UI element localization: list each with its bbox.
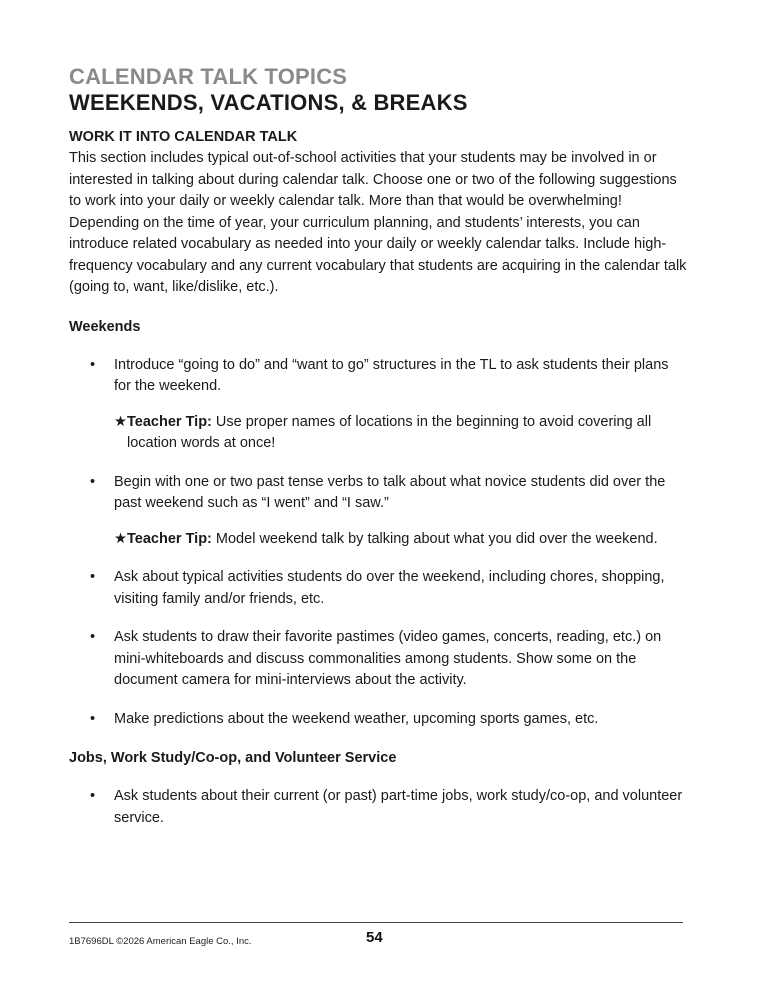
- list-item: [69, 709, 689, 731]
- intro-heading: WORK IT INTO CALENDAR TALK: [69, 129, 298, 145]
- star-icon: ★: [114, 413, 127, 430]
- footer-copyright: 1B7696DL ©2026 American Eagle Co., Inc.: [69, 936, 252, 947]
- list-item: [69, 786, 689, 829]
- page-title: WEEKENDS, VACATIONS, & BREAKS: [69, 90, 468, 115]
- bullet-icon: •: [90, 629, 96, 645]
- list-item-text: Make predictions about the weekend weather, upcoming sports games, etc.: [114, 710, 599, 727]
- bullet-icon: •: [90, 710, 96, 727]
- teacher-tip-text: Use proper names of locations in the beginning to avoid covering all location words at once!: [127, 413, 652, 451]
- teacher-tip: [114, 412, 689, 455]
- teacher-tip-label: Teacher Tip:: [127, 530, 212, 547]
- teacher-tip-text: Model weekend talk by talking about what you did over the weekend.: [211, 530, 658, 547]
- bullet-icon: •: [90, 473, 96, 490]
- bullet-icon: •: [90, 356, 96, 373]
- series-kicker: CALENDAR TALK TOPICS: [69, 64, 348, 89]
- weekends-heading: Weekends: [69, 318, 141, 335]
- star-icon: ★: [114, 530, 127, 547]
- intro-paragraph: This section includes typical out-of-school activities that your students may be involved in or interested in talking about during calendar talk. Choose one or two of the following suggestions to work into your daily or weekly calendar talk. More than that would be overwhelming! Depending on the time of year, your curriculum planning, and students’ interests, you can introduce related vocabulary as needed into your daily or weekly calendar talks. Include high-frequency vocabulary and any current vocabulary that students are acquiring in the calendar talk (going to, want, like/dislike, etc.).: [69, 150, 687, 295]
- list-item: [69, 355, 689, 455]
- page-number: 54: [366, 929, 383, 946]
- list-item-text: Introduce “going to do” and “want to go” structures in the TL to ask students their plans for the weekend.: [114, 356, 669, 394]
- bullet-icon: •: [90, 788, 96, 804]
- footer-divider: [69, 922, 683, 923]
- list-item-text: Ask students about their current (or past) part-time jobs, work study/co-op, and volunteer service.: [114, 788, 683, 826]
- weekends-list: [69, 355, 689, 731]
- jobs-heading: Jobs, Work Study/Co-op, and Volunteer Service: [69, 750, 397, 766]
- list-item: [69, 567, 689, 610]
- list-item-text: Ask students to draw their favorite pastimes (video games, concerts, reading, etc.) on mini-whiteboards and discuss commonalities among students. Show some on the document camera for mini-interviews about the activity.: [114, 629, 662, 688]
- list-item: [69, 472, 689, 551]
- list-item: [69, 627, 689, 692]
- list-item-text: Ask about typical activities students do over the weekend, including chores, shopping, visiting family and/or friends, etc.: [114, 569, 665, 607]
- teacher-tip: [114, 529, 689, 551]
- bullet-icon: •: [90, 569, 96, 585]
- teacher-tip-label: Teacher Tip:: [127, 413, 212, 430]
- list-item-text: Begin with one or two past tense verbs to talk about what novice students did over the past weekend such as “I went” and “I saw.”: [114, 473, 666, 511]
- page-content: [69, 64, 689, 846]
- jobs-list: [69, 786, 689, 829]
